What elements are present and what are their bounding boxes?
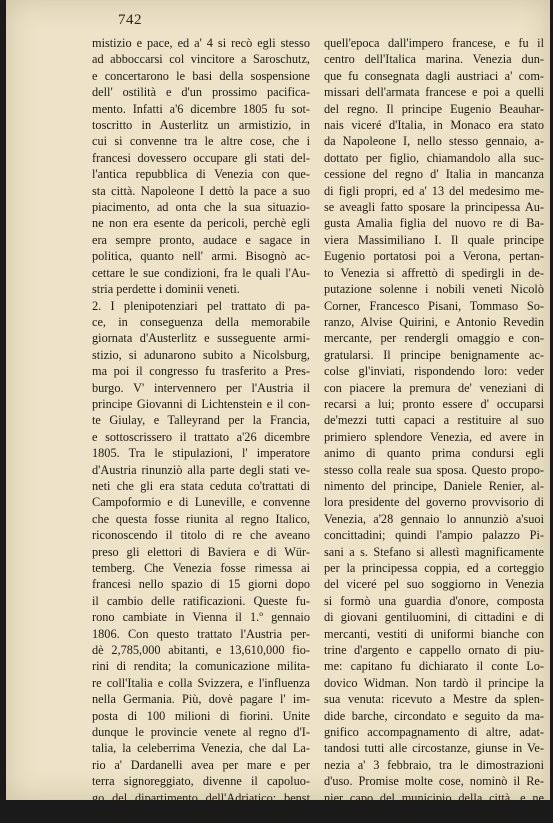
- text-line: piacimento, ad onta che la sua situazio-: [92, 200, 310, 215]
- page-number: 742: [118, 12, 142, 28]
- text-line: concittadini; quindi l'ampio palazzo Pi-: [324, 528, 544, 543]
- text-line: riconoscendo il titolo di re che aveano: [92, 528, 310, 543]
- text-line: recarsi a lui; pronto essere d' occuparsi: [324, 396, 544, 411]
- text-line: putazione solenne i nobili veneti Nicolò: [324, 282, 544, 297]
- text-line: mistizio e pace, ed a' 4 si recò egli stesso: [92, 36, 310, 50]
- text-line: giornata d'Austerlitz e susseguente armi-: [92, 331, 310, 346]
- text-line: re coll'Italia e colla Svizzera, e l'influenza: [92, 675, 310, 690]
- text-line: del viceré pel suo soggiorno in Venezia: [324, 577, 544, 592]
- text-line: Eugenio portatosi poi a Verona, pertan-: [324, 249, 544, 264]
- text-line: dell' ostilità e d'un prossimo pacifica-: [92, 85, 310, 100]
- text-line: si formò una guardia d'onore, composta: [324, 593, 544, 608]
- text-line: 2. I plenipotenziari pel trattato di pa-: [92, 298, 310, 313]
- text-line: politica, quanto nell' armi. Bisognò ac-: [92, 249, 310, 264]
- text-line: sta città. Napoleone I dettò la pace a suo: [92, 183, 310, 198]
- text-line: te Giulay, e Talleyrand per la Francia,: [92, 413, 310, 428]
- text-line: dovico Widman. Non tardò il principe la: [324, 675, 544, 690]
- text-line: preso gli elettori di Baviera e di Wür-: [92, 544, 310, 559]
- text-line: ma poi il congresso fu trasferito a Pres-: [92, 364, 310, 379]
- text-line: se aveagli fatto sposare la principessa Au-: [324, 200, 544, 215]
- text-line: nais viceré d'Italia, in Monaco era stato: [324, 118, 544, 133]
- text-line: ad abboccarsi col vincitore a Saroschutz,: [92, 52, 310, 67]
- text-line: de'mezzi tutti capaci a restituire al suo: [324, 413, 544, 428]
- text-line: mento. Infatti a'6 dicembre 1805 fu sot-: [92, 101, 310, 116]
- text-line: per la principessa coppia, ed a corteggio: [324, 561, 544, 575]
- text-line: Campoformio e di Luneville, e convenne: [92, 495, 310, 510]
- text-line: 1806. Con questo trattato l'Austria per-: [92, 626, 310, 641]
- text-line: burgo. V' intervennero per l'Austria il: [92, 380, 310, 395]
- text-line: sani a s. Stefano si allestì magnificamente: [324, 544, 544, 559]
- text-line: viera Massimiliano I. Il quale principe: [324, 232, 544, 247]
- text-line: tandosi tutti alle circostanze, giunse in Ve-: [324, 741, 544, 756]
- text-line: que fu consegnata dagli austriaci a' com-: [324, 68, 544, 83]
- text-line: primiero splendore Venezia, ed avere in: [324, 429, 544, 444]
- text-line: mercante, per rendergli omaggio e con-: [324, 331, 544, 346]
- text-line: talia, la celeberrima Venezia, che dal La-: [92, 741, 310, 756]
- text-line: go del dipartimento dell'Adriatico; benst: [92, 790, 310, 805]
- text-line: rio a' Dardanelli avea per mare e per: [92, 757, 310, 772]
- text-line: posta di 100 milioni di fiorini. Unite: [92, 708, 310, 723]
- text-line: dide barche, circondato e seguito da ma-: [324, 708, 544, 723]
- text-line: stizio, si adunarono subito a Nicolsburg,: [92, 347, 310, 362]
- text-line: gnifico accompagnamento di altre, adat-: [324, 725, 544, 740]
- text-line: gusta Amalia figlia del nuovo re di Ba-: [324, 216, 544, 231]
- text-line: 1805. Tra le stipulazioni, l' imperatore: [92, 446, 310, 461]
- text-line: dottato per figlio, chiamandolo alla suc-: [324, 150, 544, 165]
- right-column: [324, 35, 544, 823]
- text-line: terra signoreggiato, divenne il capoluo-: [92, 774, 310, 789]
- text-line: trine d'argento e cappello ornato di piu-: [324, 643, 544, 658]
- text-line: centro dell'Italica marina. Venezia dun-: [324, 52, 544, 67]
- text-line: gratularsi. Il principe benignamente ac-: [324, 347, 544, 362]
- text-line: mercanti, vestiti di uniformi bianche con: [324, 626, 544, 641]
- text-line: cui si convenne tra le altre cose, che i: [92, 134, 310, 149]
- text-line: cessione del regno d' Italia in mancanza: [324, 167, 544, 182]
- text-line: del regno. Il principe Eugenio Beauhar-: [324, 101, 544, 116]
- text-line: neti che gli era stata ceduta co'trattati di: [92, 478, 310, 493]
- text-line: stria perdette i dominii veneti.: [92, 282, 240, 297]
- text-line: nier capo del municipio della città, e ne: [324, 790, 544, 805]
- text-line: principe Giovanni di Lichtenstein e il con-: [92, 396, 310, 411]
- text-line: di figli propri, ed a' 13 del medesimo me-: [324, 183, 544, 198]
- text-line: nimento del principe, Daniele Renier, al-: [324, 478, 544, 493]
- text-line: partecipò poi de'vantaggi procuratigli a: [92, 807, 310, 822]
- text-line: francesi nello spazio di 15 giorni dopo: [92, 577, 310, 592]
- book-page: [6, 0, 550, 822]
- text-line: francesi dovessero occupare gli stati del-: [92, 150, 310, 165]
- text-line: ranzo, Alvise Quirini, e Antonio Revedin: [324, 314, 544, 329]
- text-line: partì dopo 5 giorni di permanenza. Do-: [324, 807, 544, 822]
- text-line: con piacere la premura de' veneziani di: [324, 380, 544, 395]
- text-line: me: capitano fu dichiarato il conte Lo-: [324, 659, 544, 674]
- text-line: e sottoscrissero il trattato a'26 dicembre: [92, 429, 310, 444]
- text-line: quell'epoca dall'impero francese, e fu il: [324, 36, 544, 50]
- text-line: missari dell'armata francese e poi a quelli: [324, 85, 544, 100]
- text-line: cettare le sue condizioni, fra le quali l'Au-: [92, 265, 310, 280]
- text-line: da Napoleone I, nello stesso gennaio, a-: [324, 134, 544, 149]
- text-line: che questa fosse riunita al regno Italico,: [92, 511, 310, 526]
- text-line: era sempre pronto, audace e sagace in: [92, 232, 310, 247]
- text-line: d'uso. Promise molte cose, nominò il Re-: [324, 774, 544, 789]
- text-line: lora presidente del governo provvisorio di: [324, 495, 544, 510]
- text-line: animo di quanto prima condursi egli: [324, 446, 544, 461]
- text-line: di giovani gentiluomini, di cittadini e di: [324, 610, 544, 625]
- text-line: d'Austria rinunziò alla parte degli stati ve-: [92, 462, 310, 477]
- text-line: e concertarono le basi della sospensione: [92, 68, 310, 83]
- text-line: rini di rendita; la comunicazione milita-: [92, 659, 310, 674]
- text-line: Venezia, a'28 gennaio lo annunziò a'suoi: [324, 511, 544, 526]
- text-line: temberg. Che Venezia fosse rimessa ai: [92, 561, 310, 575]
- text-line: Corner, Francesco Pisani, Tommaso So-: [324, 298, 544, 313]
- text-line: ne non era esente da pericoli, perchè egli: [92, 216, 310, 231]
- text-line: rono cambiate in Vienna il 1.º gennaio: [92, 610, 310, 625]
- text-line: nella Germania. Più, dovè pagare l' im-: [92, 692, 310, 707]
- text-line: dè 2,785,000 abitanti, e 13,610,000 fio-: [92, 643, 310, 658]
- text-line: nezia a' 3 febbraio, tra le dimostrazioni: [324, 757, 544, 772]
- text-line: toscritto in Austerlitz un armistizio, in: [92, 118, 310, 133]
- text-line: il cambio delle ratificazioni. Queste fu-: [92, 593, 310, 608]
- text-line: colse gl'inviati, rispondendo loro: veder: [324, 364, 544, 379]
- left-column: [92, 35, 310, 823]
- text-line: dunque le provincie venete al regno d'I-: [92, 725, 310, 740]
- text-line: stesso colla reale sua sposa. Questo propo-: [324, 462, 544, 477]
- text-line: to Venezia si affrettò di spedirgli in de-: [324, 265, 544, 280]
- text-line: l'antica repubblica di Venezia con que-: [92, 167, 310, 182]
- text-line: ce, in conseguenza della memorabile: [92, 314, 310, 329]
- text-line: sua venuta: ricevuto a Mestre da splen-: [324, 692, 544, 707]
